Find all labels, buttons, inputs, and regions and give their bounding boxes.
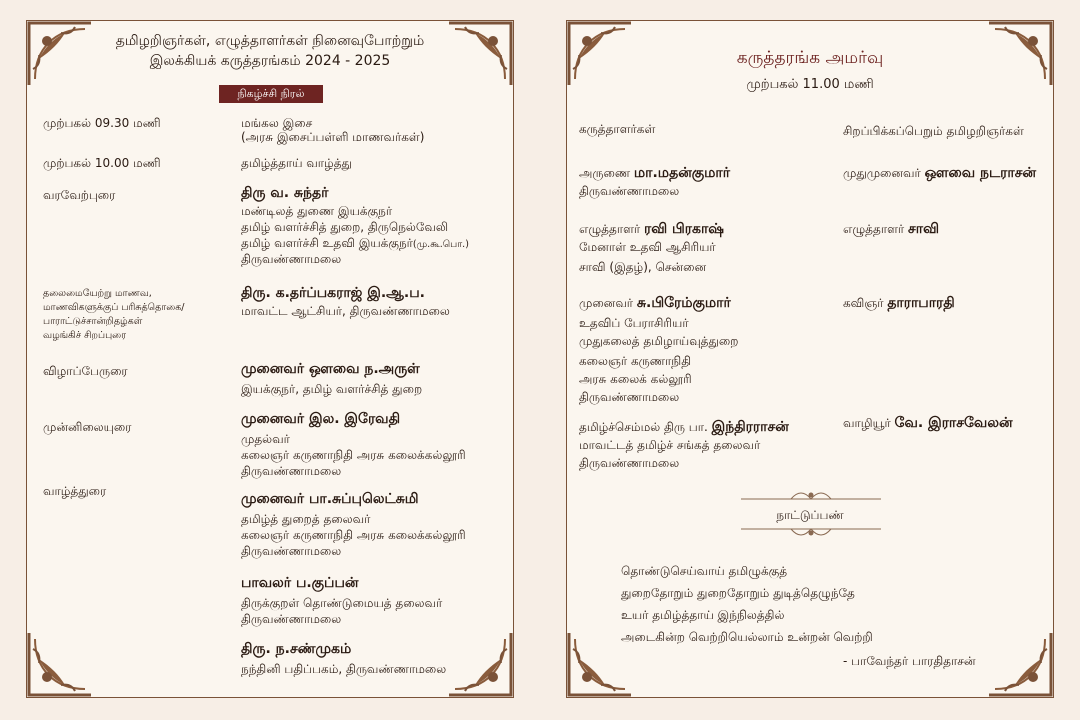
speaker-detail: தமிழ் வளர்ச்சித் துறை, திருநெல்வேலி xyxy=(241,220,449,234)
speaker-detail: திருவண்ணாமலை xyxy=(579,456,680,470)
honoree-name xyxy=(843,295,955,311)
session-title: கருத்தரங்க அமர்வு xyxy=(736,48,884,68)
honoree-name xyxy=(843,221,939,237)
program-panel xyxy=(26,20,514,698)
speaker-detail: இயக்குநர், தமிழ் வளர்ச்சித் துறை xyxy=(241,382,423,396)
verse-line: உயர் தமிழ்த்தாய் இந்நிலத்தில் xyxy=(621,608,785,622)
speaker-prefix: தமிழ்ச்செம்மல் திரு பா. xyxy=(579,420,712,434)
speaker-main-name: இந்திரராசன் xyxy=(711,419,789,435)
speaker-name xyxy=(579,221,724,237)
speaker-detail: திருவண்ணாமலை xyxy=(579,184,680,198)
speaker-detail: மாவட்டத் தமிழ்ச் சங்கத் தலைவர் xyxy=(579,438,761,452)
verse-line: அடைகின்ற வெற்றியெல்லாம் உன்றன் வெற்றி xyxy=(621,630,873,644)
session-time: முற்பகல் 11.00 மணி xyxy=(746,77,874,92)
speaker-detail: திருவண்ணாமலை xyxy=(241,252,342,266)
honoree-name xyxy=(843,415,1013,431)
speaker-detail: தமிழ்த் துறைத் தலைவர் xyxy=(241,512,371,526)
role-label: மாணவிகளுக்குப் பரிசுத்தொகை/ xyxy=(43,302,185,313)
speaker-detail xyxy=(241,235,469,251)
speaker-detail: நந்தினி பதிப்பகம், திருவண்ணாமலை xyxy=(241,662,447,676)
speaker-prefix: எழுத்தாளர் xyxy=(579,222,644,236)
speaker-prefix: முனைவர் xyxy=(579,296,637,310)
honoree-prefix: வாழியூர் xyxy=(843,416,895,430)
honoree-name xyxy=(843,165,1036,181)
speaker-detail: திருவண்ணாமலை xyxy=(241,612,342,626)
role-label: முன்னிலையுரை xyxy=(43,420,132,434)
speaker-name: திரு வ. சுந்தர் xyxy=(241,185,329,201)
speaker-detail-text: தமிழ் வளர்ச்சி உதவி இயக்குநர் xyxy=(241,236,413,250)
speaker-detail: திருவண்ணாமலை xyxy=(579,390,680,404)
speaker-detail: திருக்குறள் தொண்டுமையத் தலைவர் xyxy=(241,596,443,610)
speaker-name: முனைவர் இல. இரேவதி xyxy=(241,411,401,427)
speaker-detail: அரசு கலைக் கல்லூரி xyxy=(579,372,692,386)
speaker-detail: மாவட்ட ஆட்சியர், திருவண்ணாமலை xyxy=(241,304,450,318)
program-title-line1: தமிழறிஞர்கள், எழுத்தாளர்கள் நினைவுபோற்றும் xyxy=(115,33,425,49)
speaker-main-name: சு.பிரேம்குமார் xyxy=(636,295,731,311)
corner-ornament xyxy=(985,629,1055,699)
speaker-name xyxy=(579,165,730,181)
speaker-main-name: ரவி பிரகாஷ் xyxy=(644,221,724,237)
item-text: தமிழ்த்தாய் வாழ்த்து xyxy=(241,156,352,170)
speaker-name: திரு. க.தர்ப்பகராஜ் இ.ஆ.ப. xyxy=(241,285,425,301)
speaker-detail: முதல்வர் xyxy=(241,432,290,446)
verse-line: தொண்டுசெய்வாய் தமிழுக்குத் xyxy=(621,564,788,578)
program-title-line2: இலக்கியக் கருத்தரங்கம் 2024 - 2025 xyxy=(149,53,391,69)
column-header-speakers: கருத்தாளர்கள் xyxy=(579,122,656,136)
divider-ornament xyxy=(741,523,881,543)
honoree-prefix: எழுத்தாளர் xyxy=(843,222,908,236)
speaker-detail: சாவி (இதழ்), சென்னை xyxy=(579,260,707,274)
role-label: வரவேற்புரை xyxy=(43,188,116,202)
speaker-detail: கலைஞர் கருணாநிதி அரசு கலைக்கல்லூரி xyxy=(241,528,466,542)
speaker-main-name: மா.மதன்குமார் xyxy=(633,165,731,181)
honoree-main-name: சாவி xyxy=(908,221,939,237)
speaker-detail: கலைஞர் கருணாநிதி அரசு கலைக்கல்லூரி xyxy=(241,448,466,462)
speaker-name: முனைவர் பா.சுப்புலெட்சுமி xyxy=(241,491,419,507)
verse-author: - பாவேந்தர் பாரதிதாசன் xyxy=(843,654,976,668)
speaker-detail: கலைஞர் கருணாநிதி xyxy=(579,354,692,368)
verse-line: துறைதோறும் துறைதோறும் துடித்தெழுந்தே xyxy=(621,586,855,600)
schedule-badge: நிகழ்ச்சி நிரல் xyxy=(219,85,323,103)
time-label: முற்பகல் 10.00 மணி xyxy=(43,156,161,170)
corner-ornament xyxy=(25,629,95,699)
honoree-main-name: தாராபாரதி xyxy=(887,295,955,311)
speaker-name: திரு. ந.சண்முகம் xyxy=(241,641,352,657)
time-label: முற்பகல் 09.30 மணி xyxy=(43,116,161,130)
item-text: மங்கல இசை xyxy=(241,116,313,130)
item-text: (அரசு இசைப்பள்ளி மாணவர்கள்) xyxy=(241,130,425,144)
role-label: வழங்கிச் சிறப்புரை xyxy=(43,330,127,341)
honoree-main-name: ஔவை நடராசன் xyxy=(924,165,1037,181)
speaker-detail: முதுகலைத் தமிழாய்வுத்துறை xyxy=(579,334,739,348)
speaker-detail: திருவண்ணாமலை xyxy=(241,464,342,478)
speaker-name: முனைவர் ஔவை ந.அருள் xyxy=(241,361,420,377)
role-label: வாழ்த்துரை xyxy=(43,484,107,498)
session-panel xyxy=(566,20,1054,698)
speaker-detail: மேனாள் உதவி ஆசிரியர் xyxy=(579,240,716,254)
speaker-name xyxy=(579,419,789,435)
speaker-prefix: அருணை xyxy=(579,166,634,180)
speaker-detail: திருவண்ணாமலை xyxy=(241,544,342,558)
divider-ornament xyxy=(741,487,881,507)
role-label: பாராட்டுச்சான்றிதழ்கள் xyxy=(43,316,143,327)
corner-ornament xyxy=(445,629,515,699)
speaker-name xyxy=(579,295,731,311)
role-label: விழாப்பேருரை xyxy=(43,364,128,378)
speaker-detail: உதவிப் பேராசிரியர் xyxy=(579,316,689,330)
honoree-prefix: முதுமுனைவர் xyxy=(843,166,925,180)
role-label: தலைமையேற்று மாணவ, xyxy=(43,288,152,299)
honoree-prefix: கவிஞர் xyxy=(843,296,888,310)
speaker-detail-suffix: (மு.கூ.பொ.) xyxy=(412,239,469,250)
column-header-honorees: சிறப்பிக்கப்பெறும் தமிழறிஞர்கள் xyxy=(843,124,1024,138)
speaker-detail: மண்டிலத் துணை இயக்குநர் xyxy=(241,204,393,218)
anthem-title: நாட்டுப்பண் xyxy=(776,508,844,522)
honoree-main-name: வே. இராசவேலன் xyxy=(894,415,1013,431)
speaker-name: பாவலர் ப.குப்பன் xyxy=(241,575,359,591)
